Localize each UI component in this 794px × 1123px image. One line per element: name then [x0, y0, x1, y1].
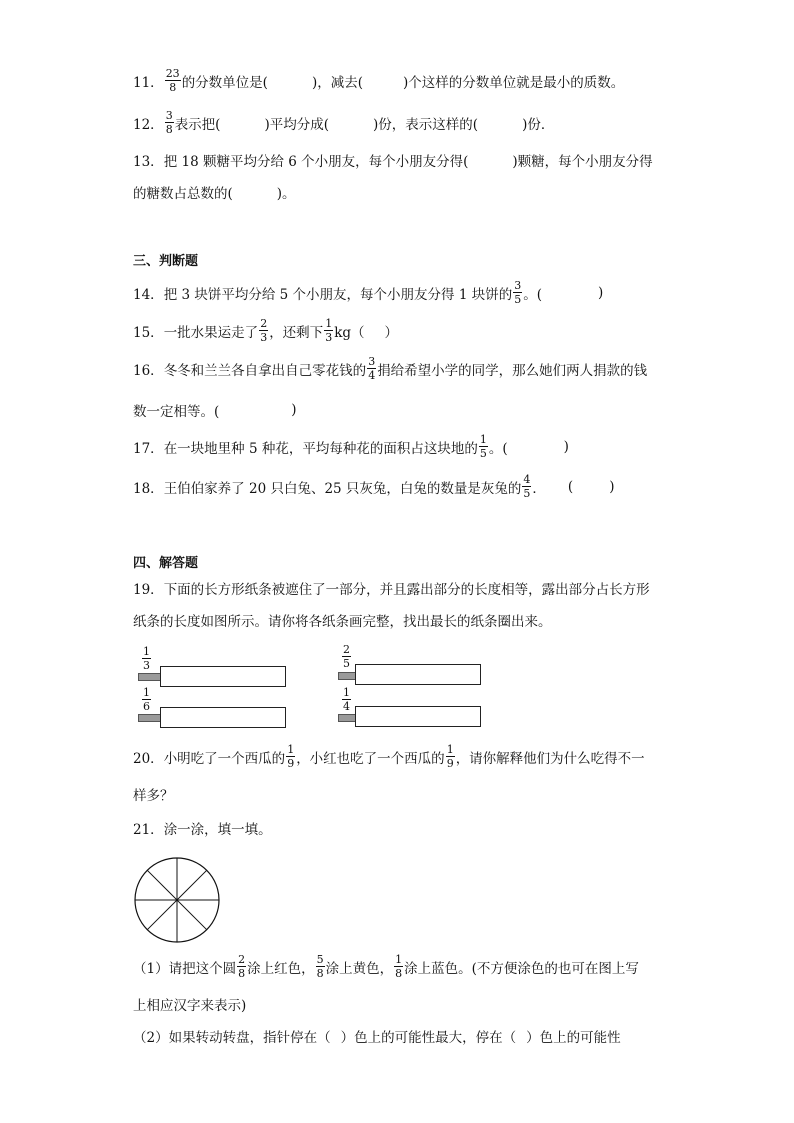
section-heading-judgement: 三、判断题 [133, 254, 199, 269]
question-text: 冬冬和兰兰各自拿出自己零花钱的 [163, 362, 367, 379]
question-text: ) [597, 284, 604, 301]
fraction [522, 474, 531, 499]
question-text: ）色上的可能性 [526, 1030, 621, 1046]
question-text: ）色上的可能性最大，停在（ [340, 1030, 517, 1046]
question-text: )份，表示这样的( [373, 116, 479, 133]
fraction-numerator: 4 [523, 473, 531, 486]
question-text: 的分数单位是( [181, 74, 268, 91]
question-text: 。( [488, 440, 508, 457]
fraction-numerator: 1 [343, 686, 350, 699]
fraction-denominator: 5 [343, 657, 350, 670]
question-16 [133, 356, 647, 381]
fraction-denominator: 8 [165, 123, 173, 136]
question-text: ) [291, 402, 297, 418]
fraction [446, 744, 455, 769]
question-text: ) [609, 478, 615, 495]
question-number: 12． [133, 116, 164, 133]
fraction-denominator: 9 [446, 757, 454, 770]
question-number: 14． [133, 286, 164, 303]
fraction-denominator: 8 [169, 81, 177, 94]
question-text: 把 18 颗糖平均分给 6 个小朋友，每个小朋友分得( [163, 154, 469, 170]
question-text: 在一块地里种 5 种花，平均每种花的面积占这块地的 [163, 440, 478, 457]
fraction [367, 356, 376, 381]
question-13 [133, 150, 653, 170]
fraction [394, 954, 403, 979]
fraction-numerator: 2 [238, 953, 246, 966]
fraction [259, 318, 268, 343]
fraction-denominator: 5 [514, 293, 522, 306]
question-text: 表示把( [174, 116, 221, 133]
question-18 [133, 474, 614, 499]
question-text: 涂上红色， [247, 960, 315, 977]
question-text: （1）请把这个圆 [133, 960, 237, 977]
question-text: ，请你解释他们为什么吃得不一 [455, 750, 645, 767]
fraction [165, 110, 174, 135]
question-text: ) [563, 438, 569, 455]
question-number: 17． [133, 440, 164, 457]
exposed-part [138, 714, 162, 722]
question-number: 15． [133, 324, 164, 341]
section-heading-answer: 四、解答题 [133, 556, 199, 571]
question-14 [133, 280, 603, 305]
fraction-denominator: 5 [523, 487, 531, 500]
question-text: 下面的长方形纸条被遮住了一部分，并且露出部分的长度相等，露出部分占长方形 [163, 582, 650, 598]
question-13-line-2 [133, 182, 296, 202]
question-number: 18． [133, 480, 164, 497]
question-text: 数一定相等。( [133, 404, 220, 420]
question-20-line-2 [133, 784, 174, 804]
question-text: 涂一涂，填一填。 [163, 822, 272, 838]
exposed-part [138, 673, 162, 681]
question-11 [133, 68, 624, 93]
spinner-circle[interactable] [133, 856, 221, 944]
question-text: 纸条的长度如图所示。请你将各纸条画完整，找出最长的纸条圈出来。 [133, 614, 552, 630]
covered-part [160, 666, 286, 687]
question-number: 21． [133, 822, 164, 838]
fraction-numerator: 3 [514, 279, 522, 292]
fraction-denominator: 4 [343, 700, 350, 713]
fraction [316, 954, 325, 979]
fraction-numerator: 1 [143, 686, 150, 699]
question-number: 13． [133, 154, 164, 170]
fraction [324, 318, 333, 343]
fraction [479, 434, 488, 459]
question-text: 王伯伯家养了 20 只白兔、25 只灰兔，白兔的数量是灰兔的 [163, 480, 522, 497]
question-text: 小明吃了一个西瓜的 [163, 750, 286, 767]
question-text: kg（ [334, 324, 365, 341]
question-19-line-2 [133, 610, 552, 630]
fraction-numerator: 3 [165, 109, 173, 122]
fraction-numerator: 1 [143, 645, 150, 658]
fraction-denominator: 3 [260, 331, 268, 344]
question-text: )个这样的分数单位就是最小的质数。 [403, 74, 625, 91]
fraction-denominator: 5 [479, 447, 487, 460]
fraction-numerator: 5 [316, 953, 324, 966]
fraction-denominator: 3 [143, 659, 150, 672]
covered-part [160, 707, 286, 728]
question-text: ，小红也吃了一个西瓜的 [296, 750, 445, 767]
question-20 [133, 744, 645, 769]
fraction-numerator: 2 [260, 317, 268, 330]
question-19 [133, 578, 650, 598]
question-number: 20． [133, 750, 164, 767]
covered-part [355, 664, 481, 685]
fraction-numerator: 3 [368, 355, 376, 368]
fraction [165, 68, 181, 93]
fraction-denominator: 9 [287, 757, 295, 770]
question-21-part-1-line-2 [133, 994, 246, 1014]
question-text: ． [532, 480, 546, 497]
question-17 [133, 434, 569, 459]
fraction-numerator: 1 [446, 743, 454, 756]
fraction-denominator: 3 [325, 331, 333, 344]
covered-part [355, 706, 481, 727]
fraction-denominator: 6 [143, 700, 150, 713]
fraction-numerator: 1 [287, 743, 295, 756]
question-text: ( [567, 478, 574, 495]
question-text: )平均分成( [264, 116, 330, 133]
fraction-denominator: 4 [368, 369, 376, 382]
question-16-line-2 [133, 400, 297, 420]
paper-strip [333, 687, 493, 729]
question-21-part-2 [133, 1026, 621, 1046]
question-text: 一批水果运走了 [163, 324, 259, 341]
fraction-denominator: 8 [395, 967, 403, 980]
fraction [342, 644, 351, 669]
question-text: 。( [523, 286, 542, 303]
question-text: 把 3 块饼平均分给 5 个小朋友，每个小朋友分得 1 块饼的 [163, 286, 513, 303]
question-text: 的糖数占总数的( [133, 186, 233, 202]
fraction [142, 646, 151, 671]
question-text: 涂上蓝色。(不方便涂色的也可在图上写 [404, 960, 639, 977]
fraction-numerator: 23 [165, 67, 180, 80]
question-15 [133, 318, 398, 343]
fraction [342, 687, 351, 712]
question-text: ） [384, 324, 399, 341]
fraction [237, 954, 246, 979]
fraction-numerator: 1 [479, 433, 487, 446]
fraction [513, 280, 522, 305]
question-number: 11． [133, 74, 164, 91]
question-number: 19． [133, 582, 164, 598]
fraction-denominator: 8 [316, 967, 324, 980]
question-12 [133, 110, 554, 135]
question-21 [133, 818, 272, 838]
fraction [142, 687, 151, 712]
paper-strip [133, 644, 293, 686]
circle-eight-sectors[interactable] [133, 856, 221, 944]
question-text: )颗糖，每个小朋友分得 [512, 154, 653, 170]
question-21-part-1 [133, 954, 639, 979]
paper-strips-figure [133, 644, 493, 730]
fraction-numerator: 1 [325, 317, 333, 330]
fraction-numerator: 1 [395, 953, 403, 966]
question-text: ，还剩下 [269, 324, 324, 341]
fraction-denominator: 8 [238, 967, 246, 980]
fraction [286, 744, 295, 769]
question-number: 16． [133, 362, 164, 379]
question-text: 上相应汉字来表示) [133, 998, 247, 1014]
question-text: 捐给希望小学的同学，那么她们两人捐款的钱 [377, 362, 648, 379]
fraction-numerator: 2 [343, 643, 350, 656]
question-text: )。 [276, 186, 296, 202]
question-text: （2）如果转动转盘，指针停在（ [133, 1030, 331, 1046]
question-text: )份． [522, 116, 555, 133]
question-text: 涂上黄色， [325, 960, 394, 977]
paper-strip [133, 687, 293, 729]
question-text: 样多？ [133, 788, 174, 804]
paper-strip [333, 644, 493, 686]
question-text: )，减去( [311, 74, 364, 91]
